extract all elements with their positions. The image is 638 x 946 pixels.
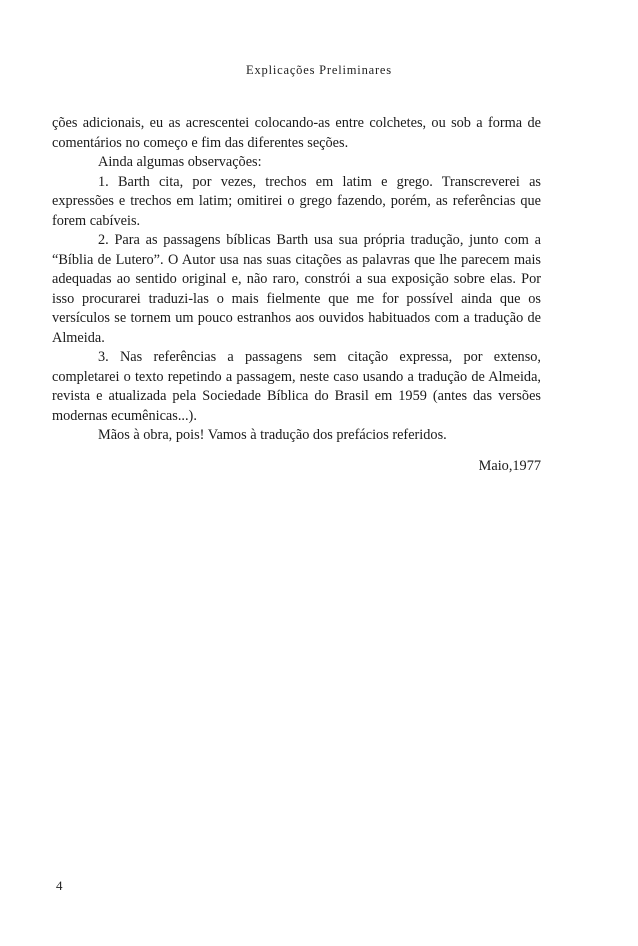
paragraph-note-2: 2. Para as passagens bíblicas Barth usa sua própria tradução, junto com a “Bíblia de Lutero”. O Autor usa nas suas citações as palavras que lhe parecem mais adequadas ao sentido original e, não raro, constrói a sua exposição sobre elas. Por isso procurarei traduzi-las o mais fielmente que me for possível ainda que os versículos se tornem um pouco estranhos aos ouvidos habituados com a tradução de Almeida. [52,232,541,346]
paragraph-closing: Mãos à obra, pois! Vamos à tradução dos prefácios referidos. [98,427,447,443]
paragraph-observations-intro: Ainda algumas observações: [98,154,262,170]
body-text [52,114,541,446]
paragraph-continuation: ções adicionais, eu as acrescentei colocando-as entre colchetes, ou sob a forma de comentários no começo e fim das diferentes seções. [52,115,541,151]
page-number: 4 [56,878,63,893]
paragraph-note-3: 3. Nas referências a passagens sem citação expressa, por extenso, completarei o texto repetindo a passagem, neste caso usando a tradução de Almeida, revista e atualizada pela Sociedade Bíblica do Brasil em 1959 (antes das versões modernas ecumênicas...). [52,349,541,424]
paragraph-note-1: 1. Barth cita, por vezes, trechos em latim e grego. Transcreverei as expressões e trechos em latim; omitirei o grego fazendo, porém, as referências que forem cabíveis. [52,173,541,229]
date-line: Maio,1977 [478,458,541,474]
running-head: Explicações Preliminares [246,63,392,77]
